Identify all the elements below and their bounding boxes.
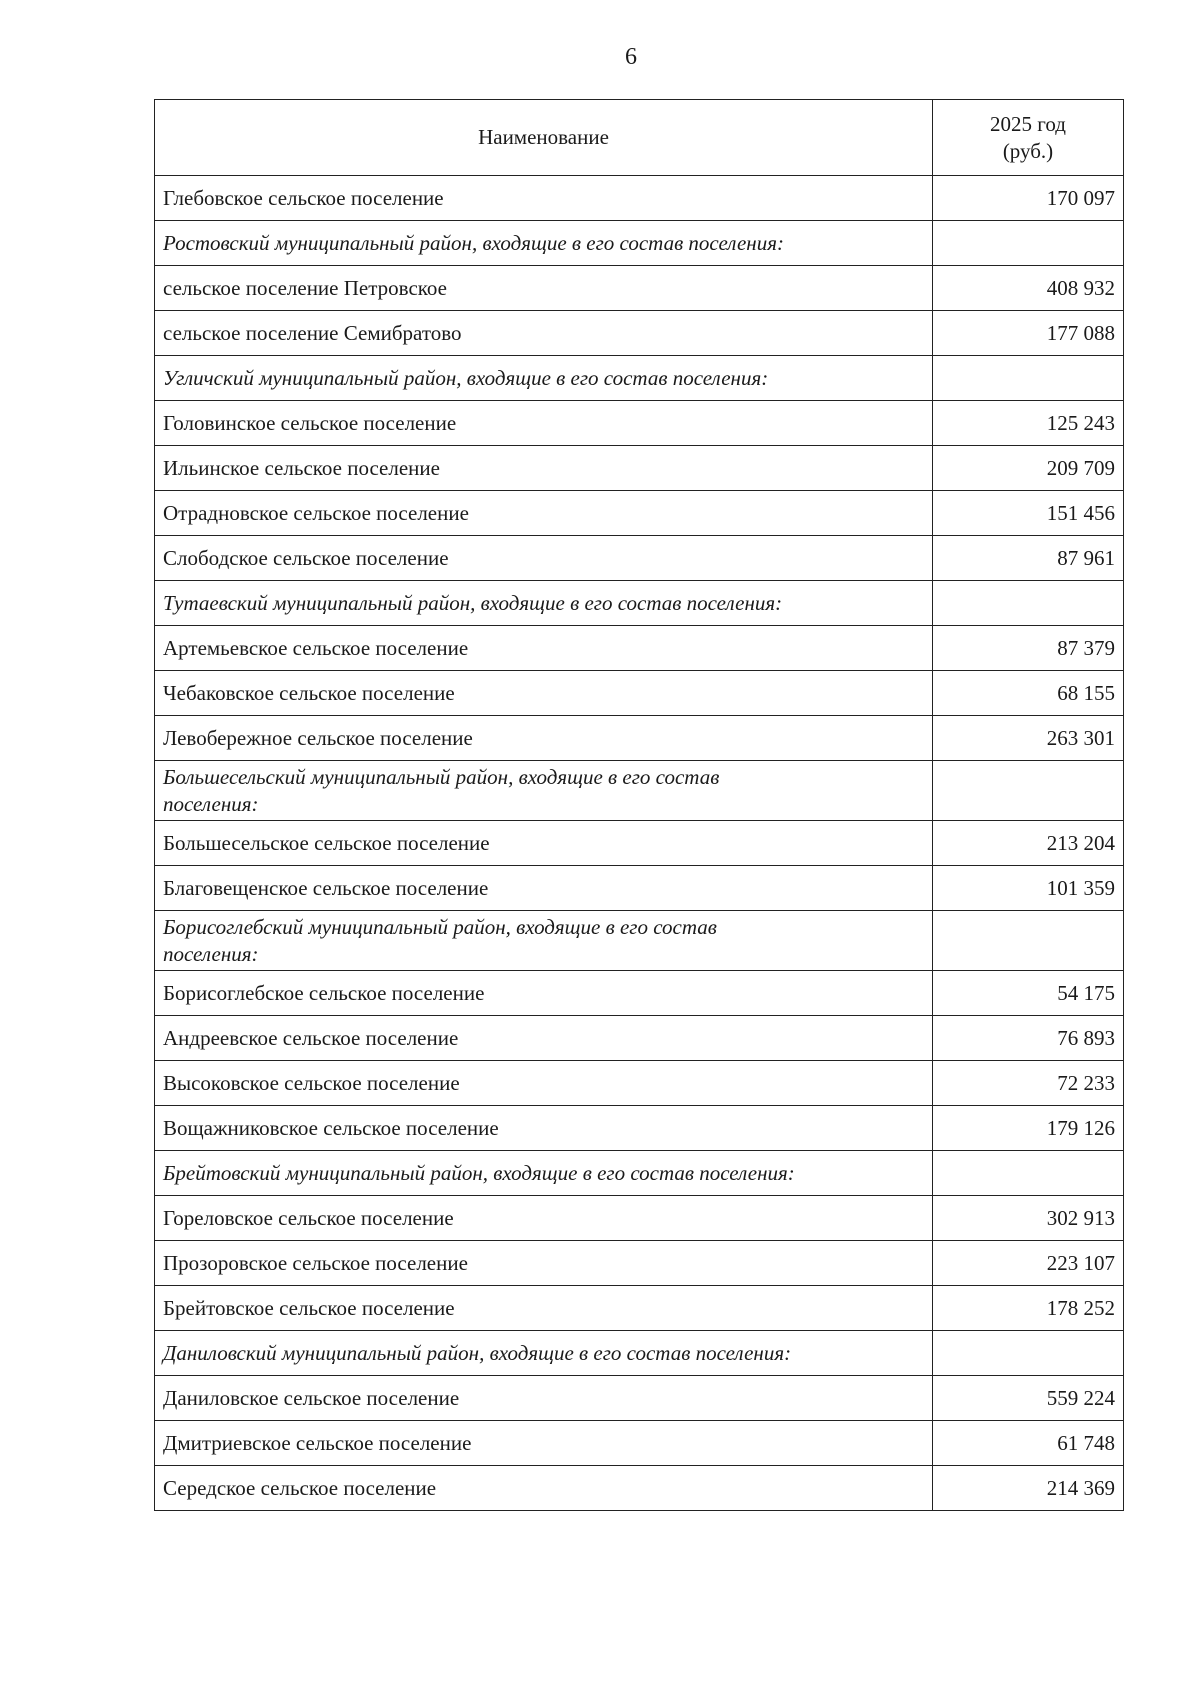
amount-cell: 263 301 [933,716,1124,761]
settlement-name-cell: Гореловское сельское поселение [155,1196,933,1241]
table-row [155,671,1124,716]
district-name-cell: Угличский муниципальный район, входящие в его состав поселения: [155,356,933,401]
amount-cell [933,356,1124,401]
settlement-name-cell: Левобережное сельское поселение [155,716,933,761]
amount-cell: 87 961 [933,536,1124,581]
table-row [155,1286,1124,1331]
district-header-row [155,1331,1124,1376]
district-header-row [155,356,1124,401]
district-name-cell: Большесельский муниципальный район, входящие в его состав поселения: [155,761,933,821]
settlement-name-cell: Андреевское сельское поселение [155,1016,933,1061]
amount-cell: 54 175 [933,971,1124,1016]
district-header-row [155,761,1124,821]
page-number: 6 [625,44,637,70]
amount-cell [933,221,1124,266]
column-header-year: 2025 год [990,111,1066,136]
settlement-name-cell: Даниловское сельское поселение [155,1376,933,1421]
amount-cell [933,581,1124,626]
column-header-unit: (руб.) [1002,138,1054,163]
table-row [155,1106,1124,1151]
district-header-row [155,221,1124,266]
table-row [155,1196,1124,1241]
settlement-name-cell: Ильинское сельское поселение [155,446,933,491]
column-header-value [933,100,1124,176]
amount-cell [933,911,1124,971]
amount-cell: 87 379 [933,626,1124,671]
district-name-cell: Борисоглебский муниципальный район, входящие в его состав поселения: [155,911,933,971]
table-row [155,716,1124,761]
district-header-row [155,581,1124,626]
table-row [155,536,1124,581]
table-row [155,311,1124,356]
table-body [155,176,1124,1511]
settlement-name-cell: Прозоровское сельское поселение [155,1241,933,1286]
settlement-name-cell: Брейтовское сельское поселение [155,1286,933,1331]
settlement-name-cell: Благовещенское сельское поселение [155,866,933,911]
table-row [155,491,1124,536]
district-header-row [155,1151,1124,1196]
table-row [155,1376,1124,1421]
settlement-name-cell: Артемьевское сельское поселение [155,626,933,671]
table-row [155,446,1124,491]
settlement-name-cell: Большесельское сельское поселение [155,821,933,866]
amount-cell: 223 107 [933,1241,1124,1286]
settlement-name-cell: Середское сельское поселение [155,1466,933,1511]
table-row [155,1016,1124,1061]
amount-cell: 61 748 [933,1421,1124,1466]
amount-cell [933,1331,1124,1376]
amount-cell: 214 369 [933,1466,1124,1511]
amount-cell: 408 932 [933,266,1124,311]
settlement-name-cell: Головинское сельское поселение [155,401,933,446]
district-name-cell: Брейтовский муниципальный район, входящие в его состав поселения: [155,1151,933,1196]
district-name-cell: Тутаевский муниципальный район, входящие в его состав поселения: [155,581,933,626]
amount-cell: 76 893 [933,1016,1124,1061]
table-row [155,1241,1124,1286]
amount-cell [933,761,1124,821]
table-header [155,100,1124,176]
amount-cell: 151 456 [933,491,1124,536]
amount-cell: 209 709 [933,446,1124,491]
amount-cell: 170 097 [933,176,1124,221]
table-row [155,821,1124,866]
settlement-name-cell: сельское поселение Петровское [155,266,933,311]
table-row [155,1421,1124,1466]
settlement-name-cell: Глебовское сельское поселение [155,176,933,221]
amount-cell: 559 224 [933,1376,1124,1421]
settlement-name-cell: Высоковское сельское поселение [155,1061,933,1106]
budget-table [154,99,1124,1511]
settlement-name-cell: Чебаковское сельское поселение [155,671,933,716]
table-row [155,1061,1124,1106]
table-row [155,1466,1124,1511]
settlement-name-cell: Слободское сельское поселение [155,536,933,581]
amount-cell: 213 204 [933,821,1124,866]
amount-cell [933,1151,1124,1196]
amount-cell: 125 243 [933,401,1124,446]
column-header-name: Наименование [155,100,933,176]
table-row [155,401,1124,446]
amount-cell: 72 233 [933,1061,1124,1106]
amount-cell: 177 088 [933,311,1124,356]
settlement-name-cell: Вощажниковское сельское поселение [155,1106,933,1151]
settlement-name-cell: Отрадновское сельское поселение [155,491,933,536]
settlement-name-cell: Борисоглебское сельское поселение [155,971,933,1016]
amount-cell: 302 913 [933,1196,1124,1241]
table-row [155,176,1124,221]
amount-cell: 101 359 [933,866,1124,911]
table-row [155,266,1124,311]
table-row [155,971,1124,1016]
district-name-cell: Даниловский муниципальный район, входящие в его состав поселения: [155,1331,933,1376]
settlement-name-cell: сельское поселение Семибратово [155,311,933,356]
district-header-row [155,911,1124,971]
settlement-name-cell: Дмитриевское сельское поселение [155,1421,933,1466]
table-row [155,626,1124,671]
table-row [155,866,1124,911]
amount-cell: 68 155 [933,671,1124,716]
district-name-cell: Ростовский муниципальный район, входящие в его состав поселения: [155,221,933,266]
amount-cell: 178 252 [933,1286,1124,1331]
amount-cell: 179 126 [933,1106,1124,1151]
